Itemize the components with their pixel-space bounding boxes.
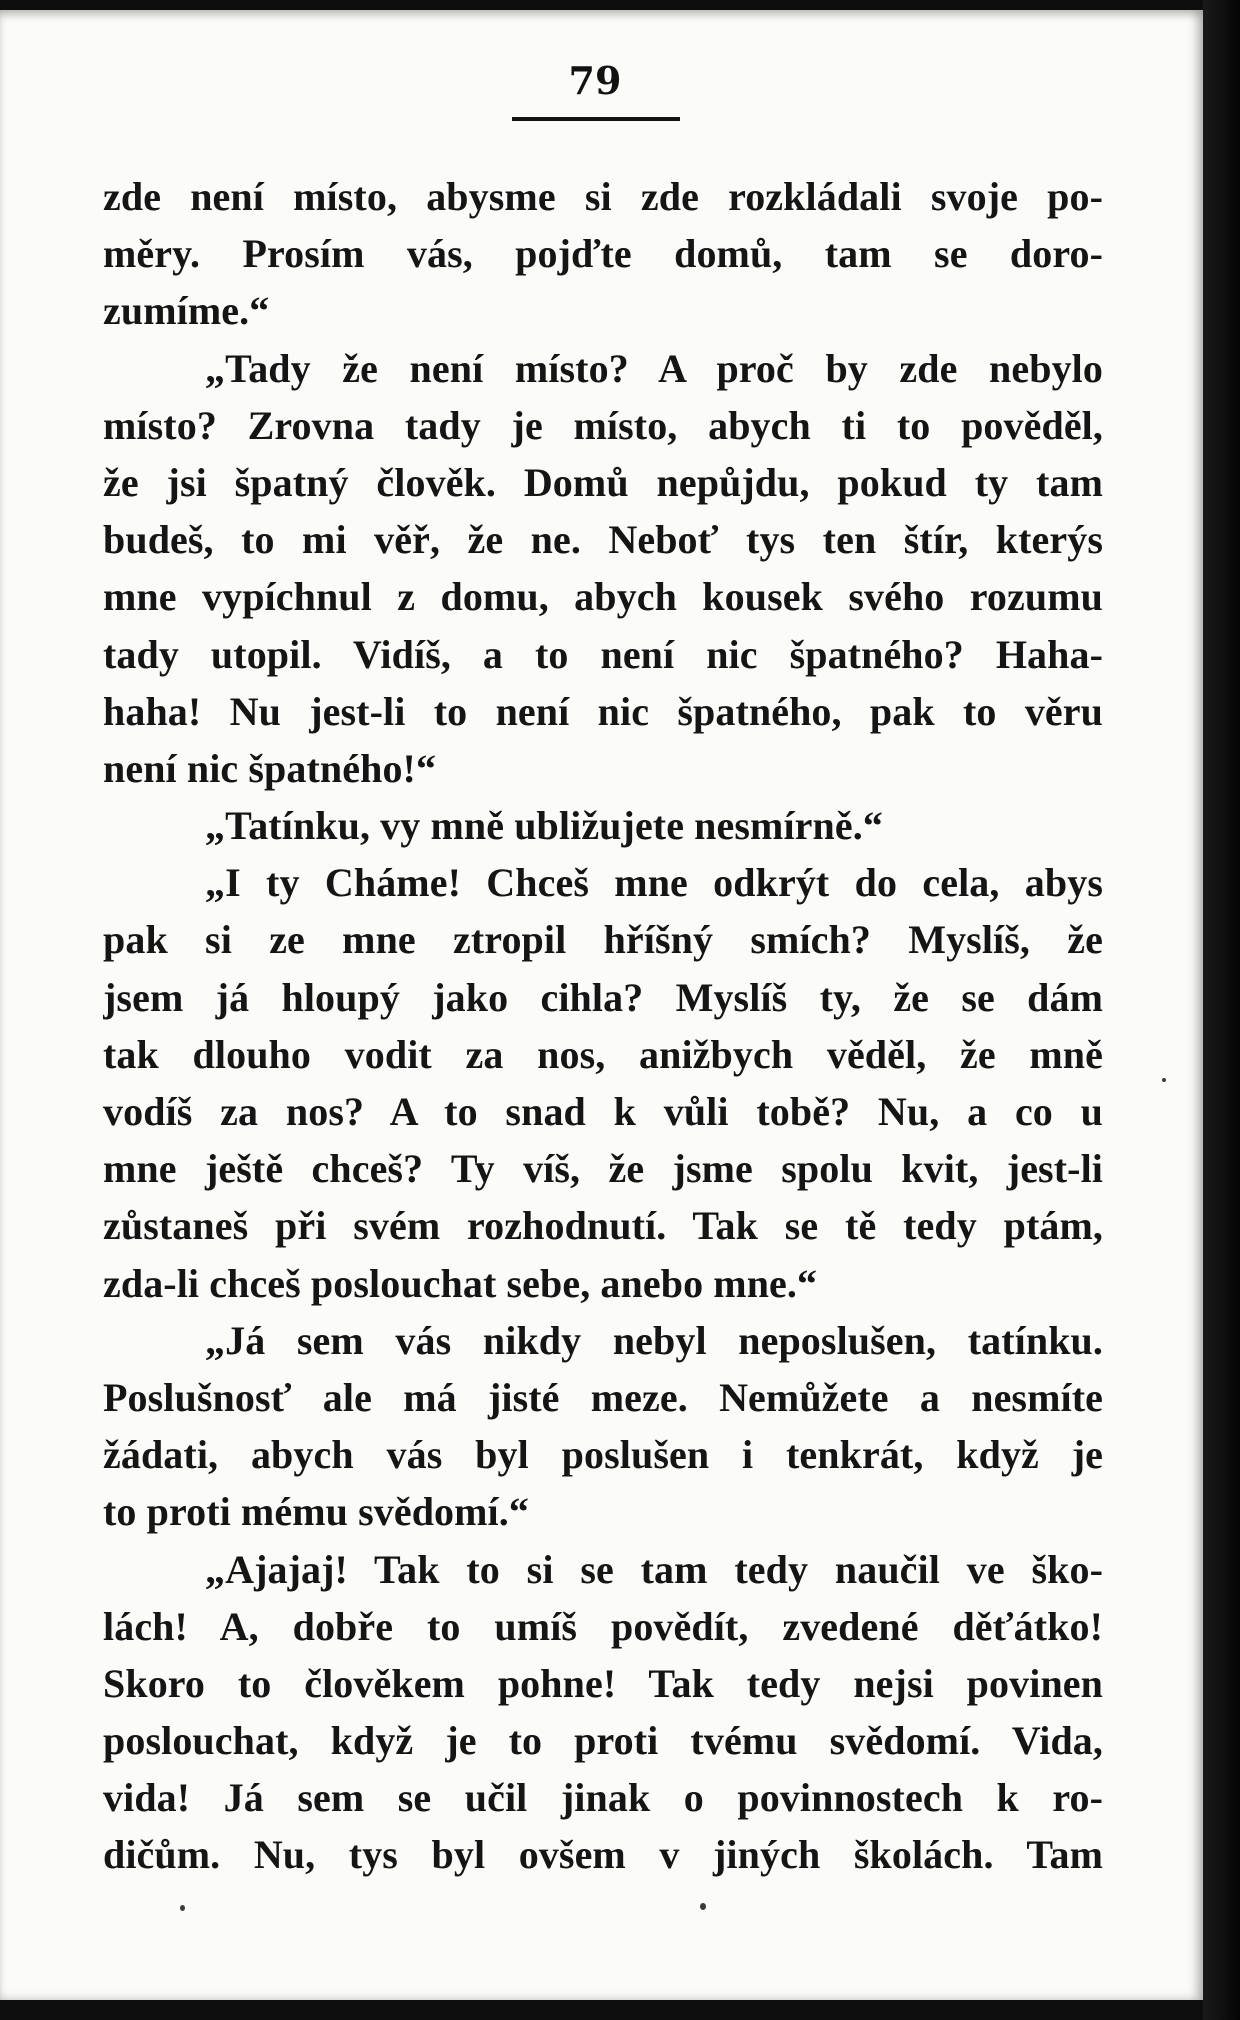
book-edge-shadow <box>1203 0 1240 2020</box>
print-speck <box>1162 1078 1166 1082</box>
text-line: tak dlouho vodit za nos, anižbych věděl, že mně <box>103 1031 1103 1077</box>
text-line: mne ještě chceš? Ty víš, že jsme spolu kvit, jest-li <box>103 1146 1103 1192</box>
text-line: poslouchat, když je to proti tvému svědomí. Vida, <box>103 1718 1103 1764</box>
text-line: haha! Nu jest-li to není nic špatného, pak to věru <box>103 688 1103 734</box>
text-line: dičům. Nu, tys byl ovšem v jiných školách. Tam <box>103 1832 1103 1878</box>
text-line: zde není místo, abysme si zde rozkládali svoje po- <box>103 174 1103 219</box>
text-line: měry. Prosím vás, pojďte domů, tam se doro- <box>103 231 1103 277</box>
text-line: Skoro to člověkem pohne! Tak tedy nejsi povinen <box>103 1660 1103 1706</box>
print-speck <box>700 1903 706 1910</box>
text-line: vodíš za nos? A to snad k vůli tobě? Nu, a co u <box>103 1089 1103 1134</box>
page-number-rule <box>512 117 680 121</box>
book-page <box>0 10 1203 2000</box>
page-number: 79 <box>568 58 622 103</box>
text-line: není nic špatného!“ <box>103 745 437 791</box>
text-line: „Já sem vás nikdy nebyl neposlušen, tatínku. <box>205 1317 1103 1363</box>
text-line: vida! Já sem se učil jinak o povinnostech k ro- <box>103 1775 1103 1821</box>
text-line: lách! A, dobře to umíš povědít, zvedené děťátko! <box>103 1603 1103 1649</box>
text-line: Poslušnosť ale má jisté meze. Nemůžete a nesmíte <box>103 1374 1103 1420</box>
print-speck <box>180 1905 185 1911</box>
text-line: „Tatínku, vy mně ubližujete nesmírně.“ <box>205 803 883 849</box>
text-line: zumíme.“ <box>103 288 270 334</box>
text-line: místo? Zrovna tady je místo, abych ti to pověděl, <box>103 402 1103 448</box>
text-line: budeš, to mi věř, že ne. Neboť tys ten štír, kterýs <box>103 517 1103 563</box>
text-line: „Ajajaj! Tak to si se tam tedy naučil ve ško- <box>205 1546 1103 1592</box>
text-line: to proti mému svědomí.“ <box>103 1489 529 1535</box>
text-line: zůstaneš při svém rozhodnutí. Tak se tě tedy ptám, <box>103 1203 1103 1249</box>
text-line: mne vypíchnul z domu, abych kousek svého rozumu <box>103 574 1103 620</box>
body-text <box>103 168 1103 1884</box>
text-line: žádati, abych vás byl poslušen i tenkrát, když je <box>103 1432 1103 1478</box>
text-line: zda-li chceš poslouchat sebe, anebo mne.“ <box>103 1260 818 1306</box>
text-line: „I ty Cháme! Chceš mne odkrýt do cela, abys <box>205 860 1103 906</box>
text-line: jsem já hloupý jako cihla? Myslíš ty, že se dám <box>103 974 1103 1020</box>
text-line: tady utopil. Vidíš, a to není nic špatného? Haha- <box>103 631 1103 677</box>
text-line: pak si ze mne ztropil hříšný smích? Myslíš, že <box>103 917 1103 963</box>
text-line: „Tady že není místo? A proč by zde nebylo <box>205 345 1103 391</box>
text-line: že jsi špatný člověk. Domů nepůjdu, pokud ty tam <box>103 459 1103 505</box>
